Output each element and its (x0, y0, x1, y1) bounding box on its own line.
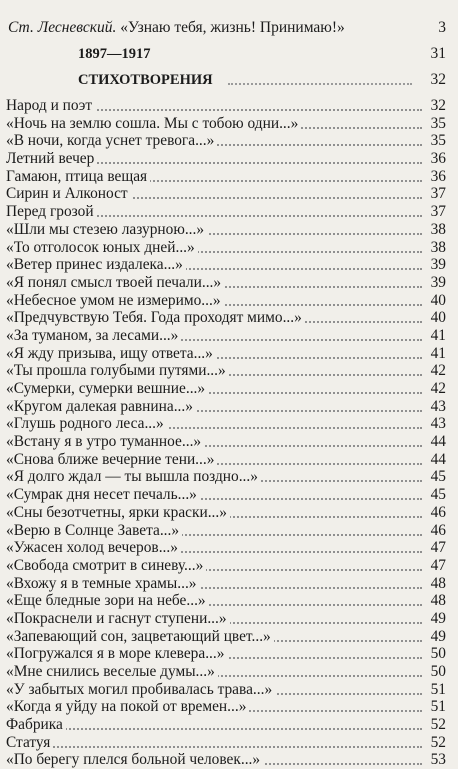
toc-entry-title: Летний вечер (6, 150, 97, 167)
toc-entry-page: 36 (424, 150, 446, 168)
toc-entry (6, 292, 448, 310)
toc-entry-page: 46 (424, 522, 446, 540)
toc-entry-page: 51 (424, 681, 446, 699)
toc-entry-title: «Свобода смотрит в синеву...» (6, 557, 206, 574)
toc-entry (6, 628, 448, 646)
toc-entry-title: Гамаюн, птица вещая (6, 168, 150, 185)
toc-entry-page: 42 (424, 362, 446, 380)
toc-entry-title: «Я долго ждал — ты вышла поздно...» (6, 468, 261, 485)
toc-entry-page: 39 (424, 274, 446, 292)
intro-essay-entry (8, 18, 448, 38)
toc-entry (6, 504, 448, 522)
toc-entry-page: 42 (424, 380, 446, 398)
section-period-page: 31 (430, 45, 446, 62)
toc-entry-title: «У забытых могил пробивалась трава...» (6, 681, 275, 698)
toc-entry-title: Сирин и Алконост (6, 185, 131, 202)
toc-entry-page: 49 (424, 610, 446, 628)
toc-entry-title: «Шли мы стезею лазурною...» (6, 221, 207, 238)
toc-entry-title: Фабрика (6, 716, 66, 733)
toc-entry-title: «Еще бледные зори на небе...» (6, 592, 209, 609)
toc-entry-page: 48 (424, 592, 446, 610)
section-poems-heading (78, 70, 448, 90)
toc-entry-page: 39 (424, 256, 446, 274)
toc-entry-page: 44 (424, 433, 446, 451)
toc-entry-title: «Вхожу я в темные храмы...» (6, 575, 200, 592)
toc-entry (6, 522, 448, 540)
toc-entry (6, 185, 448, 203)
toc-entry (6, 115, 448, 133)
toc-entry (6, 539, 448, 557)
toc-entry-page: 32 (424, 97, 446, 115)
toc-entry-page: 37 (424, 185, 446, 203)
toc-entry (6, 398, 448, 416)
leader-dots (6, 746, 422, 748)
toc-entry-title: «Встану я в утро туманное...» (6, 433, 204, 450)
toc-entry-title: «Глушь родного леса...» (6, 415, 167, 432)
toc-entry-title: «Снова ближе вечерние тени...» (6, 451, 217, 468)
toc-entry-title: «Небесное умом не измеримо...» (6, 292, 224, 309)
toc-entry (6, 645, 448, 663)
toc-entry-page: 52 (424, 716, 446, 734)
toc-entry-title: «Покраснели и гаснут ступени...» (6, 610, 230, 627)
toc-entry (6, 380, 448, 398)
toc-entry-title: Статуя (6, 734, 53, 751)
toc-entry-page: 48 (424, 575, 446, 593)
section-period-title: 1897—1917 (78, 46, 151, 62)
intro-title: «Узнаю тебя, жизнь! Принимаю!» (120, 19, 345, 36)
toc-entry-title: «Кругом далекая равнина...» (6, 398, 196, 415)
toc-entry-page: 50 (424, 645, 446, 663)
toc-entry (6, 734, 448, 752)
toc-entry-page: 37 (424, 203, 446, 221)
toc-entry (6, 221, 448, 239)
toc-entry-page: 43 (424, 398, 446, 416)
toc-entry (6, 610, 448, 628)
toc-entry (6, 327, 448, 345)
leader-dots (228, 83, 412, 85)
toc-entry (6, 309, 448, 327)
toc-entry-title: «Предчувствую Тебя. Года проходят мимо...» (6, 309, 305, 326)
toc-entry-page: 38 (424, 239, 446, 257)
toc-entry-page: 44 (424, 451, 446, 469)
toc-entry-page: 53 (424, 751, 446, 769)
toc-entry-title: «Сумрак дня несет печаль...» (6, 486, 200, 503)
toc-entry-page: 41 (424, 345, 446, 363)
toc-entry (6, 557, 448, 575)
intro-author: Ст. Лесневский. (8, 19, 117, 36)
toc-entry (6, 681, 448, 699)
toc-entry (6, 345, 448, 363)
toc-entry (6, 751, 448, 769)
toc-entry (6, 575, 448, 593)
toc-entry-page: 50 (424, 663, 446, 681)
toc-entry-page: 41 (424, 327, 446, 345)
toc-entry-title: «Ты прошла голубыми путями...» (6, 362, 229, 379)
toc-entry-page: 51 (424, 698, 446, 716)
toc-entry (6, 451, 448, 469)
toc-entry-title: «Запевающий сон, зацветающий цвет...» (6, 628, 274, 645)
toc-entry-page: 45 (424, 468, 446, 486)
toc-entry-page: 49 (424, 628, 446, 646)
section-poems-title: СТИХОТВОРЕНИЯ (78, 72, 213, 88)
toc-entry-page: 40 (424, 292, 446, 310)
toc-entry (6, 132, 448, 150)
toc-entry (6, 592, 448, 610)
toc-entry (6, 274, 448, 292)
toc-entry (6, 716, 448, 734)
toc-entry-title: «Верю в Солнце Завета...» (6, 522, 182, 539)
toc-entry (6, 486, 448, 504)
toc-entry-title: «Я жду призыва, ищу ответа...» (6, 345, 216, 362)
toc-entry-title: Народ и поэт (6, 97, 95, 114)
toc-entry-page: 40 (424, 309, 446, 327)
toc-entry (6, 698, 448, 716)
toc-entry (6, 663, 448, 681)
intro-page-number: 3 (438, 19, 446, 36)
toc-entry-title: «Ужасен холод вечеров...» (6, 539, 181, 556)
section-poems-page: 32 (430, 71, 446, 88)
toc-entry-page: 46 (424, 504, 446, 522)
section-period-heading (78, 44, 448, 64)
toc-entry-page: 43 (424, 415, 446, 433)
toc-entry (6, 468, 448, 486)
toc-entry-page: 52 (424, 734, 446, 752)
toc-entry-title: «Ночь на землю сошла. Мы с тобою одни...» (6, 115, 301, 132)
toc-entry-title: «За туманом, за лесами...» (6, 327, 181, 344)
toc-entry-title: «Сны безотчетны, ярки краски...» (6, 504, 230, 521)
toc-entry (6, 415, 448, 433)
toc-entry (6, 97, 448, 115)
toc-entry (6, 362, 448, 380)
toc-entry-title: «В ночи, когда уснет тревога...» (6, 132, 217, 149)
toc-entry (6, 239, 448, 257)
toc-entry-title: «Сумерки, сумерки вешние...» (6, 380, 208, 397)
toc-entry-page: 38 (424, 221, 446, 239)
toc-entry-title: «Ветер принес издалека...» (6, 256, 186, 273)
toc-entry-page: 45 (424, 486, 446, 504)
toc-entry-page: 36 (424, 168, 446, 186)
toc-entry (6, 256, 448, 274)
toc-entry-title: Перед грозой (6, 203, 97, 220)
toc-entry-page: 47 (424, 539, 446, 557)
toc-entry-title: «Погружался я в море клевера...» (6, 645, 227, 662)
toc-entry (6, 203, 448, 221)
toc-entry-page: 35 (424, 132, 446, 150)
toc-list (6, 97, 448, 769)
toc-entry-title: «Мне снились веселые думы...» (6, 663, 218, 680)
toc-entry (6, 150, 448, 168)
toc-entry-page: 35 (424, 115, 446, 133)
toc-entry-title: «То отголосок юных дней...» (6, 239, 198, 256)
toc-entry-title: «Я понял смысл твоей печали...» (6, 274, 224, 291)
toc-entry (6, 168, 448, 186)
toc-entry (6, 433, 448, 451)
toc-entry-title: «По берегу плелся больной человек...» (6, 751, 263, 768)
leader-dots (6, 728, 422, 730)
toc-entry-title: «Когда я уйду на покой от времен...» (6, 698, 249, 715)
toc-entry-page: 47 (424, 557, 446, 575)
